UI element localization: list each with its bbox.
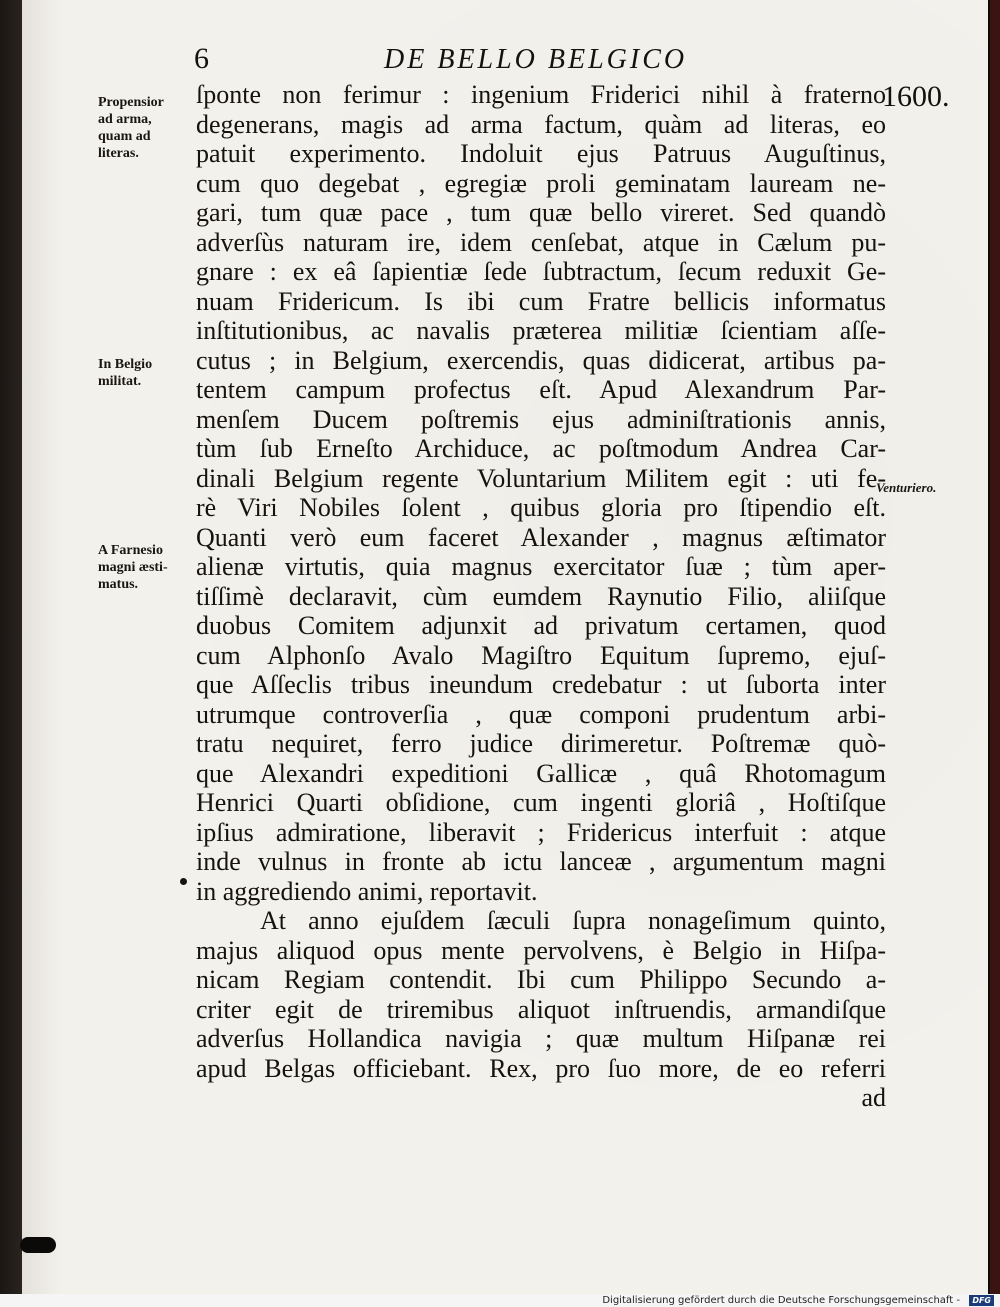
- text-line: que Aſſeclis tribus ineundum credebatur : ut ſuborta inter: [196, 670, 886, 699]
- funding-credit: Digitalisierung gefördert durch die Deutsche Forschungsgemeinschaft -: [602, 1295, 960, 1306]
- marginal-note: A Farnesio magni æsti- matus.: [98, 543, 168, 592]
- text-line: inſtitutionibus, ac navalis præterea militiæ ſcientiam aſſe-: [196, 316, 886, 345]
- text-line: patuit experimento. Indoluit ejus Patruus Auguſtinus,: [196, 139, 886, 168]
- text-line: degenerans, magis ad arma factum, quàm ad literas, eo: [196, 109, 886, 139]
- text-line: ſponte non ferimur : ingenium Friderici nihil à fraterno: [196, 80, 886, 109]
- year-marginal: 1600.: [882, 80, 950, 113]
- text-line: criter egit de triremibus aliquot inſtruendis, armandiſque: [196, 994, 886, 1024]
- text-line: tùm ſub Erneſto Archiduce, ac poſtmodum Andrea Car-: [196, 434, 886, 463]
- text-line: apud Belgas officiebant. Rex, pro ſuo more, de eo referri: [196, 1053, 886, 1083]
- text-line: tiſſimè declaravit, cùm eumdem Raynutio Filio, aliiſque: [196, 581, 886, 611]
- ink-dot: [180, 878, 187, 885]
- marginal-note-right: Venturiero.: [876, 480, 937, 495]
- text-line: rè Viri Nobiles ſolent , quibus gloria pro ſtipendio eſt.: [196, 493, 886, 522]
- text-line: in aggrediendo animi, reportavit.: [196, 876, 538, 906]
- text-line: nicam Regiam contendit. Ibi cum Philippo Secundo a-: [196, 965, 886, 994]
- text-line: alienæ virtutis, quia magnus exercitator ſuæ ; tùm aper-: [196, 552, 886, 581]
- scan-left-edge: [0, 0, 22, 1307]
- text-line: majus aliquod opus mente pervolvens, è Belgio in Hiſpa-: [196, 935, 886, 965]
- text-line: dinali Belgium regente Voluntarium Militem egit : uti fe-: [196, 463, 886, 493]
- body-text: [196, 80, 886, 1113]
- text-line: nuam Fridericum. Is ibi cum Fratre bellicis informatus: [196, 286, 886, 316]
- text-line: utrumque controverſia , quæ componi prudentum arbi-: [196, 699, 886, 729]
- text-line: cum quo degebat , egregiæ proli geminatam lauream ne-: [196, 168, 886, 198]
- text-line: tratu nequiret, ferro judice dirimeretur. Poſtremæ quò-: [196, 729, 886, 758]
- footer-bar: [0, 1294, 1000, 1307]
- page-number: 6: [194, 42, 209, 75]
- marginal-note: Propensior ad arma, quam ad literas.: [98, 95, 164, 161]
- running-title: DE BELLO BELGICO: [384, 44, 688, 75]
- text-line: gnare : ex eâ ſapientiæ ſede ſubtractum, ſecum reduxit Ge-: [196, 257, 886, 286]
- text-line: cutus ; in Belgium, exercendis, quas didicerat, artibus pa-: [196, 345, 886, 375]
- text-line: inde vulnus in fronte ab ictu lanceæ , argumentum magni: [196, 847, 886, 876]
- text-line: Henrici Quarti obſidione, cum ingenti gloriâ , Hoſtiſque: [196, 788, 886, 817]
- scan-right-edge: [990, 0, 1000, 1307]
- text-line: que Alexandri expeditioni Gallicæ , quâ Rhotomagum: [196, 758, 886, 788]
- catchword: ad: [861, 1083, 886, 1112]
- ink-smudge: [20, 1237, 56, 1253]
- book-page: [22, 0, 988, 1294]
- text-line: gari, tum quæ pace , tum quæ bello vireret. Sed quandò: [196, 198, 886, 227]
- text-line: tentem campum profectus eſt. Apud Alexandrum Par-: [196, 375, 886, 404]
- text-line: cum Alphonſo Avalo Magiſtro Equitum ſupremo, ejuſ-: [196, 640, 886, 670]
- text-line: adverſùs naturam ire, idem cenſebat, atque in Cælum pu-: [196, 227, 886, 257]
- text-line: At anno ejuſdem ſæculi ſupra nonageſimum quinto,: [260, 906, 886, 935]
- page-header: [22, 42, 988, 78]
- text-line: Quanti verò eum faceret Alexander , magnus æſtimator: [196, 522, 886, 552]
- text-line: duobus Comitem adjunxit ad privatum certamen, quod: [196, 611, 886, 640]
- dfg-logo: DFG: [969, 1295, 994, 1306]
- text-line: ipſius admiratione, liberavit ; Fridericus interfuit : atque: [196, 817, 886, 847]
- text-line: menſem Ducem poſtremis ejus adminiſtrationis annis,: [196, 404, 886, 434]
- text-line: adverſus Hollandica navigia ; quæ multum Hiſpanæ rei: [196, 1024, 886, 1053]
- marginal-note: In Belgio militat.: [98, 357, 153, 389]
